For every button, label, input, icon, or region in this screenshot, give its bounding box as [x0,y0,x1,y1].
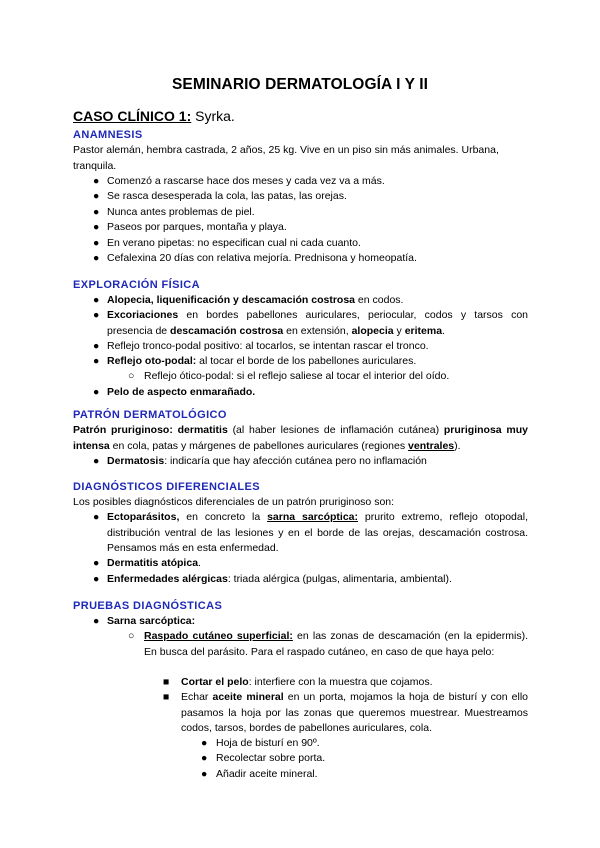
bullet-dot: ● [93,206,100,218]
pruebas-substep: Recolectar sobre porta. [216,752,326,764]
text-run: en codos. [355,294,404,306]
text-run: Echar [181,691,213,703]
bullet-dot: ● [93,294,100,306]
bold-text: aceite mineral [212,691,284,703]
pruebas-substep: Añadir aceite mineral. [216,768,318,780]
text-run: al tocar el borde de los pabellones auriculares. [196,355,417,367]
text-run: prurito extremo, reflejo otopodal, distribución ventral de las lesiones y en el borde de las orejas, descamación costrosa. Pensamos más en esta enfermedad. [107,511,528,554]
bold-text: alopecia [351,324,394,337]
diagnosticos-intro: Los posibles diagnósticos diferenciales de un patrón pruriginoso son: [73,496,395,508]
bullet-circle: ○ [128,370,135,382]
bold-text: Reflejo oto-podal: [107,355,197,367]
bullet-dot: ● [93,511,100,523]
text-run: en bordes pabellones auriculares, periocular, codos y tarsos con presencia de [107,309,528,337]
bold-text: descamación costrosa [170,324,284,337]
text-run: en extensión, [283,324,352,337]
bullet-dot: ● [93,190,100,202]
bullet-dot: ● [93,573,100,585]
text-run: . [198,557,201,569]
bold-text: Patrón pruriginoso: dermatitis [73,424,228,436]
bullet-dot: ● [93,455,100,467]
bullet-dot: ● [201,752,208,764]
case-label: CASO CLÍNICO 1: [73,108,192,124]
text-run: en concreto la [179,511,268,523]
bold-text: Alopecia, liquenificación y descamación costrosa [107,294,356,306]
text-run: : indicaría que hay afección cutánea pero no inflamación [164,455,427,467]
bullet-square: ■ [163,676,170,688]
diagnosticos-item [107,510,528,557]
case-heading [73,108,235,124]
anamnesis-intro: Pastor alemán, hembra castrada, 2 años, 25 kg. Vive en un piso sin más animales. Urbana, tranquila. [73,144,499,172]
pruebas-substep: Hoja de bisturí en 90º. [216,737,320,749]
pruebas-step [181,690,528,737]
bullet-dot: ● [93,309,100,321]
exploracion-item: Pelo de aspecto enmarañado. [107,386,256,398]
anamnesis-item: Cefalexina 20 días con relativa mejoría. Prednisona y homeopatía. [107,252,417,264]
patron-item [107,454,528,470]
bold-underlined-text: sarna sarcóptica: [267,511,358,523]
bold-text: pruriginosa muy intensa [73,424,528,452]
diagnosticos-item [107,556,528,572]
bold-text: Ectoparásitos, [107,511,180,523]
bold-text: Dermatitis atópica [107,557,199,569]
pruebas-heading: PRUEBAS DIAGNÓSTICAS [73,600,223,612]
anamnesis-item: Paseos por parques, montaña y playa. [107,221,287,233]
bullet-dot: ● [93,237,100,249]
bullet-circle: ○ [128,630,135,642]
bullet-dot: ● [93,252,100,264]
bold-text: Excoriaciones [107,309,179,321]
bold-underlined-text: Raspado cutáneo superficial: [144,630,293,642]
bullet-dot: ● [93,557,100,569]
document-title: SEMINARIO DERMATOLOGÍA I Y II [171,76,429,93]
bullet-dot: ● [201,737,208,749]
text-run: . [442,324,445,337]
bullet-dot: ● [93,340,100,352]
bullet-dot: ● [93,175,100,187]
bullet-square: ■ [163,691,170,703]
exploracion-item [107,308,528,339]
text-run: en las zonas de descamación (en la epidermis). En busca del parásito. Para el raspado cutáneo, en caso de que haya pelo: [144,630,528,658]
pruebas-item: Sarna sarcóptica: [107,615,196,627]
text-run: (al haber lesiones de inflamación cutánea) [227,424,444,436]
bold-underlined-text: ventrales [408,439,455,452]
text-run: y [393,324,405,337]
text-run: : triada alérgica (pulgas, alimentaria, ambiental). [227,573,452,585]
text-run: ). [454,439,461,452]
bullet-dot: ● [93,355,100,367]
bold-text: Dermatosis [107,455,165,467]
bullet-dot: ● [201,768,208,780]
bullet-dot: ● [93,386,100,398]
anamnesis-item: Se rasca desesperada la cola, las patas, las orejas. [107,190,347,202]
bold-text: Enfermedades alérgicas [107,573,228,585]
case-patient-name: Syrka. [195,108,235,124]
pruebas-subitem [144,629,528,660]
diagnosticos-heading: DIAGNÓSTICOS DIFERENCIALES [73,481,261,493]
text-run: : interfiere con la muestra que cojamos. [248,676,433,688]
bold-text: eritema [404,324,443,337]
exploracion-item [107,354,528,370]
patron-paragraph [73,423,528,454]
exploracion-item [107,293,528,309]
pruebas-step [181,675,528,691]
anamnesis-heading: ANAMNESIS [73,129,143,141]
anamnesis-item: Comenzó a rascarse hace dos meses y cada vez va a más. [107,175,385,187]
anamnesis-item: Nunca antes problemas de piel. [107,206,255,218]
bullet-dot: ● [93,615,100,627]
exploracion-item: Reflejo tronco-podal positivo: al tocarlos, se intentan rascar el tronco. [107,340,429,352]
bold-text: Cortar el pelo [181,676,249,688]
text-run: en cola, patas y márgenes de pabellones auriculares (regiones [109,439,409,452]
text-run: en un porta, mojamos la hoja de bisturí y con ello pasamos la hoja por las zonas que queremos muestrear. Muestreamos codos, tarsos, bordes de pabellones auriculares, cola. [181,691,528,734]
patron-heading: PATRÓN DERMATOLÓGICO [73,409,227,421]
exploracion-subitem: Reflejo ótico-podal: si el reflejo saliese al tocar el interior del oído. [144,370,450,382]
anamnesis-item: En verano pipetas: no especifican cual ni cada cuanto. [107,237,361,249]
exploracion-heading: EXPLORACIÓN FÍSICA [73,279,200,291]
diagnosticos-item [107,572,528,588]
bullet-dot: ● [93,221,100,233]
